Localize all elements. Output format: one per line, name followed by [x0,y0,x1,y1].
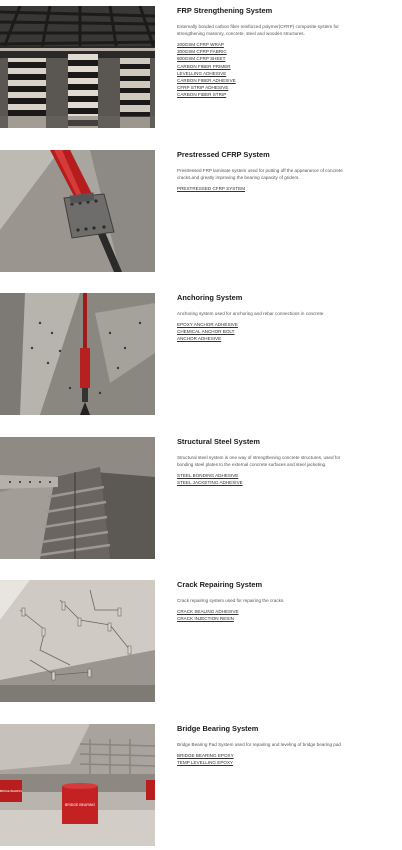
product-link[interactable]: CRACK INJECTION RESIN [177,616,234,622]
frp-strengthening-info [177,6,357,99]
product-link[interactable]: 200GSM CFRP WRAP [177,42,224,47]
frp-strengthening-image[interactable] [0,6,155,128]
product-links [177,321,357,343]
product-link[interactable]: STEEL JACKETING ADHESIVE [177,480,243,486]
bridge-bearing-info [177,724,357,766]
section-description: Externally bonded carbon fiber reinforced polymer(CFRP) composite system for strengthening masonry, concrete, steel and wooden structures. [177,24,339,36]
structural-steel-image[interactable] [0,437,155,559]
anchoring-info [177,293,357,343]
prestressed-cfrp-info [177,150,357,192]
crack-repairing-info [177,580,357,622]
product-links [177,41,357,99]
product-link[interactable]: CFRP STRIP ADHESIVE [177,85,229,91]
product-link[interactable]: LEVELLING ADHESIVE [177,70,227,76]
section-title: Structural Steel System [177,437,260,446]
product-link[interactable]: ANCHOR ADHESIVE [177,336,222,342]
product-link[interactable]: PRESTRESSED CFRP SYSTEM [177,186,246,191]
svg-text:BRIDGE BEARING: BRIDGE BEARING [0,790,23,793]
product-link[interactable]: CARBON FIBER PRIMER [177,63,231,69]
product-link[interactable]: CRACK SEALING ADHESIVE [177,609,239,614]
section-title: Anchoring System [177,293,243,302]
product-link[interactable]: 300GSM CFRP FABRIC [177,49,227,55]
product-link[interactable]: STEEL BONDING ADHESIVE [177,473,239,478]
crack-repairing-image[interactable] [0,580,155,702]
section-crack-repairing [0,580,402,702]
section-description: Crack repairing system used for repairing the cracks. [177,598,285,603]
section-frp-strengthening [0,6,402,128]
section-title: Bridge Bearing System [177,724,259,733]
section-structural-steel [0,437,402,559]
product-link[interactable]: CARBON FIBER STRIP [177,92,227,98]
section-bridge-bearing [0,724,402,846]
product-link[interactable]: 600GSM CFRP SHEET [177,56,226,62]
section-description: Bridge Bearing Pad System used for repairing and leveling of bridge bearing pad [177,742,341,747]
anchoring-image[interactable] [0,293,155,415]
product-links [177,185,357,192]
product-link[interactable]: TEMP LEVELLING EPOXY [177,760,234,766]
product-link[interactable]: CARBON FIBER ADHESIVE [177,78,236,84]
section-description: Anchoring system used for anchoring and rebar connections in concrete [177,311,324,316]
product-link[interactable]: EPOXY ANCHOR ADHESIVE [177,322,238,327]
product-links [177,752,357,766]
product-link[interactable]: CHEMICAL ANCHOR BOLT [177,329,235,335]
section-title: FRP Strengthening System [177,6,273,15]
structural-steel-info [177,437,357,486]
product-links [177,472,357,486]
section-title: Prestressed CFRP System [177,150,270,159]
product-links [177,608,357,622]
section-title: Crack Repairing System [177,580,263,589]
prestressed-cfrp-image[interactable] [0,150,155,272]
bridge-bearing-image[interactable] [0,724,155,846]
product-link[interactable]: BRIDGE BEARING EPOXY [177,753,234,758]
svg-text:BRIDGE BEARING: BRIDGE BEARING [64,803,96,807]
section-description: Structural steel system is one way of strengthening concrete structures, used for bonding steel plates to the external concrete surfaces and steel jacketing. [177,455,341,467]
section-description: Prestressed FRP laminate system used for putting off the appearance of concrete cracks,and greatly improving the bearing capacity of griders. [177,168,343,180]
section-prestressed-cfrp [0,150,402,272]
section-anchoring [0,293,402,415]
